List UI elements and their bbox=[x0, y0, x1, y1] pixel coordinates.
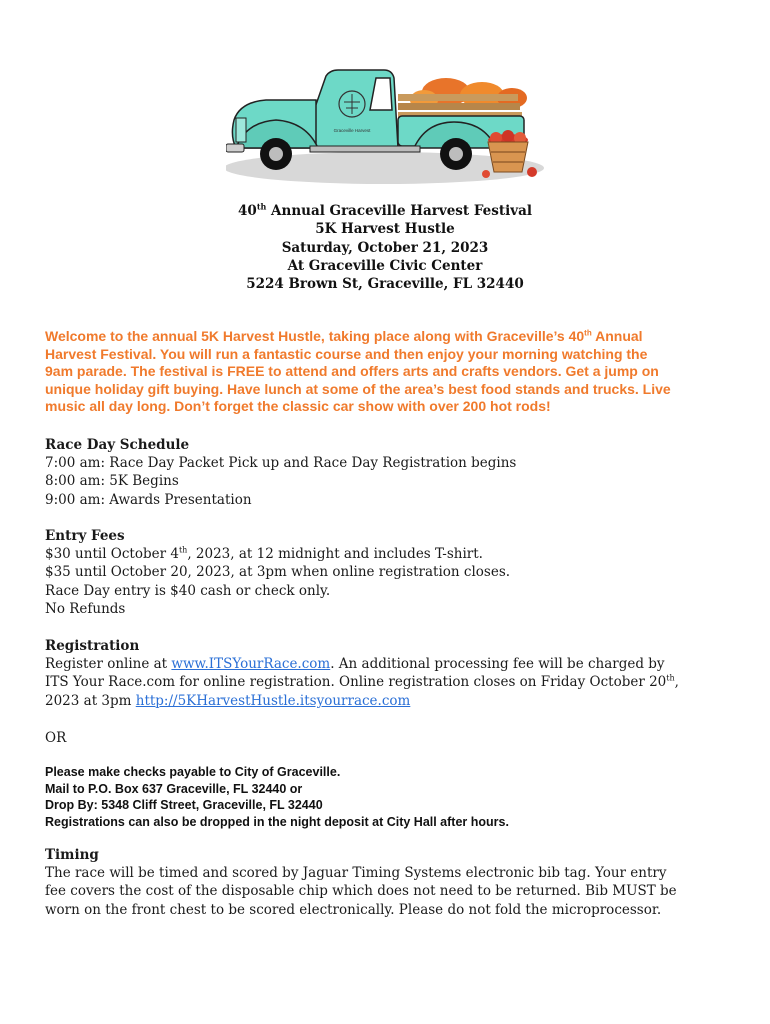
fee-line: $30 until October 4th, 2023, at 12 midnight and includes T-shirt. bbox=[45, 545, 483, 563]
svg-text:Graceville Harvest: Graceville Harvest bbox=[333, 128, 371, 133]
section-title: Timing bbox=[45, 847, 99, 863]
section-title: Registration bbox=[45, 638, 140, 654]
race-venue: At Graceville Civic Center bbox=[287, 257, 483, 274]
entry-fees bbox=[45, 527, 745, 618]
harvest-truck-illustration bbox=[226, 56, 550, 194]
or-separator: OR bbox=[45, 730, 67, 746]
schedule-item: 7:00 am: Race Day Packet Pick up and Race Day Registration begins bbox=[45, 455, 517, 472]
mail-instructions: Please make checks payable to City of Graceville. Mail to P.O. Box 637 Graceville, FL 32440 or Drop By: 5348 Cliff Street, Graceville, FL 32440 Registrations can also be dropped in the night deposit at City Hall after hours. bbox=[45, 765, 509, 830]
itsyourrace-link[interactable]: www.ITSYourRace.com bbox=[171, 656, 331, 673]
festival-title: 40th Annual Graceville Harvest Festival bbox=[238, 201, 532, 219]
race-date: Saturday, October 21, 2023 bbox=[281, 239, 489, 256]
fee-line: $35 until October 20, 2023, at 3pm when online registration closes. bbox=[45, 564, 511, 581]
race-day-schedule bbox=[45, 436, 745, 509]
welcome-paragraph: Welcome to the annual 5K Harvest Hustle, taking place along with Graceville’s 40th Annual Harvest Festival. You will run a fantastic course and then enjoy your morning watching the 9am parade. The festival is FREE to attend and offers arts and crafts vendors. Get a jump on unique holiday gift buying. Have lunch at some of the area’s best food stands and trucks. Live music all day long. Don’t forget the classic car show with over 200 hot rods! bbox=[45, 328, 671, 415]
section-title: Entry Fees bbox=[45, 528, 125, 544]
schedule-item: 9:00 am: Awards Presentation bbox=[45, 491, 252, 508]
race-name: 5K Harvest Hustle bbox=[315, 221, 455, 238]
section-title: Race Day Schedule bbox=[45, 437, 190, 453]
registration: Registration Register online at www.ITSYourRace.com. An additional processing fee will be charged by ITS Your Race.com for online registration. Online registration closes on Friday October 20th, 2023 at 3pm http://5KHarvestHustle.itsyourrace.com bbox=[45, 637, 745, 710]
schedule-item: 8:00 am: 5K Begins bbox=[45, 473, 179, 490]
timing: Timing The race will be timed and scored by Jaguar Timing Systems electronic bib tag. Your entry fee covers the cost of the disposable chip which does not need to be returned. Bib MUST be worn on the front chest to be scored electronically. Please do not fold the microprocessor. bbox=[45, 846, 745, 919]
fee-line: Race Day entry is $40 cash or check only. bbox=[45, 582, 331, 599]
race-registration-link[interactable]: http://5KHarvestHustle.itsyourrace.com bbox=[135, 692, 411, 709]
event-header bbox=[0, 202, 770, 293]
race-address: 5224 Brown St, Graceville, FL 32440 bbox=[246, 276, 524, 293]
fee-line: No Refunds bbox=[45, 600, 126, 617]
